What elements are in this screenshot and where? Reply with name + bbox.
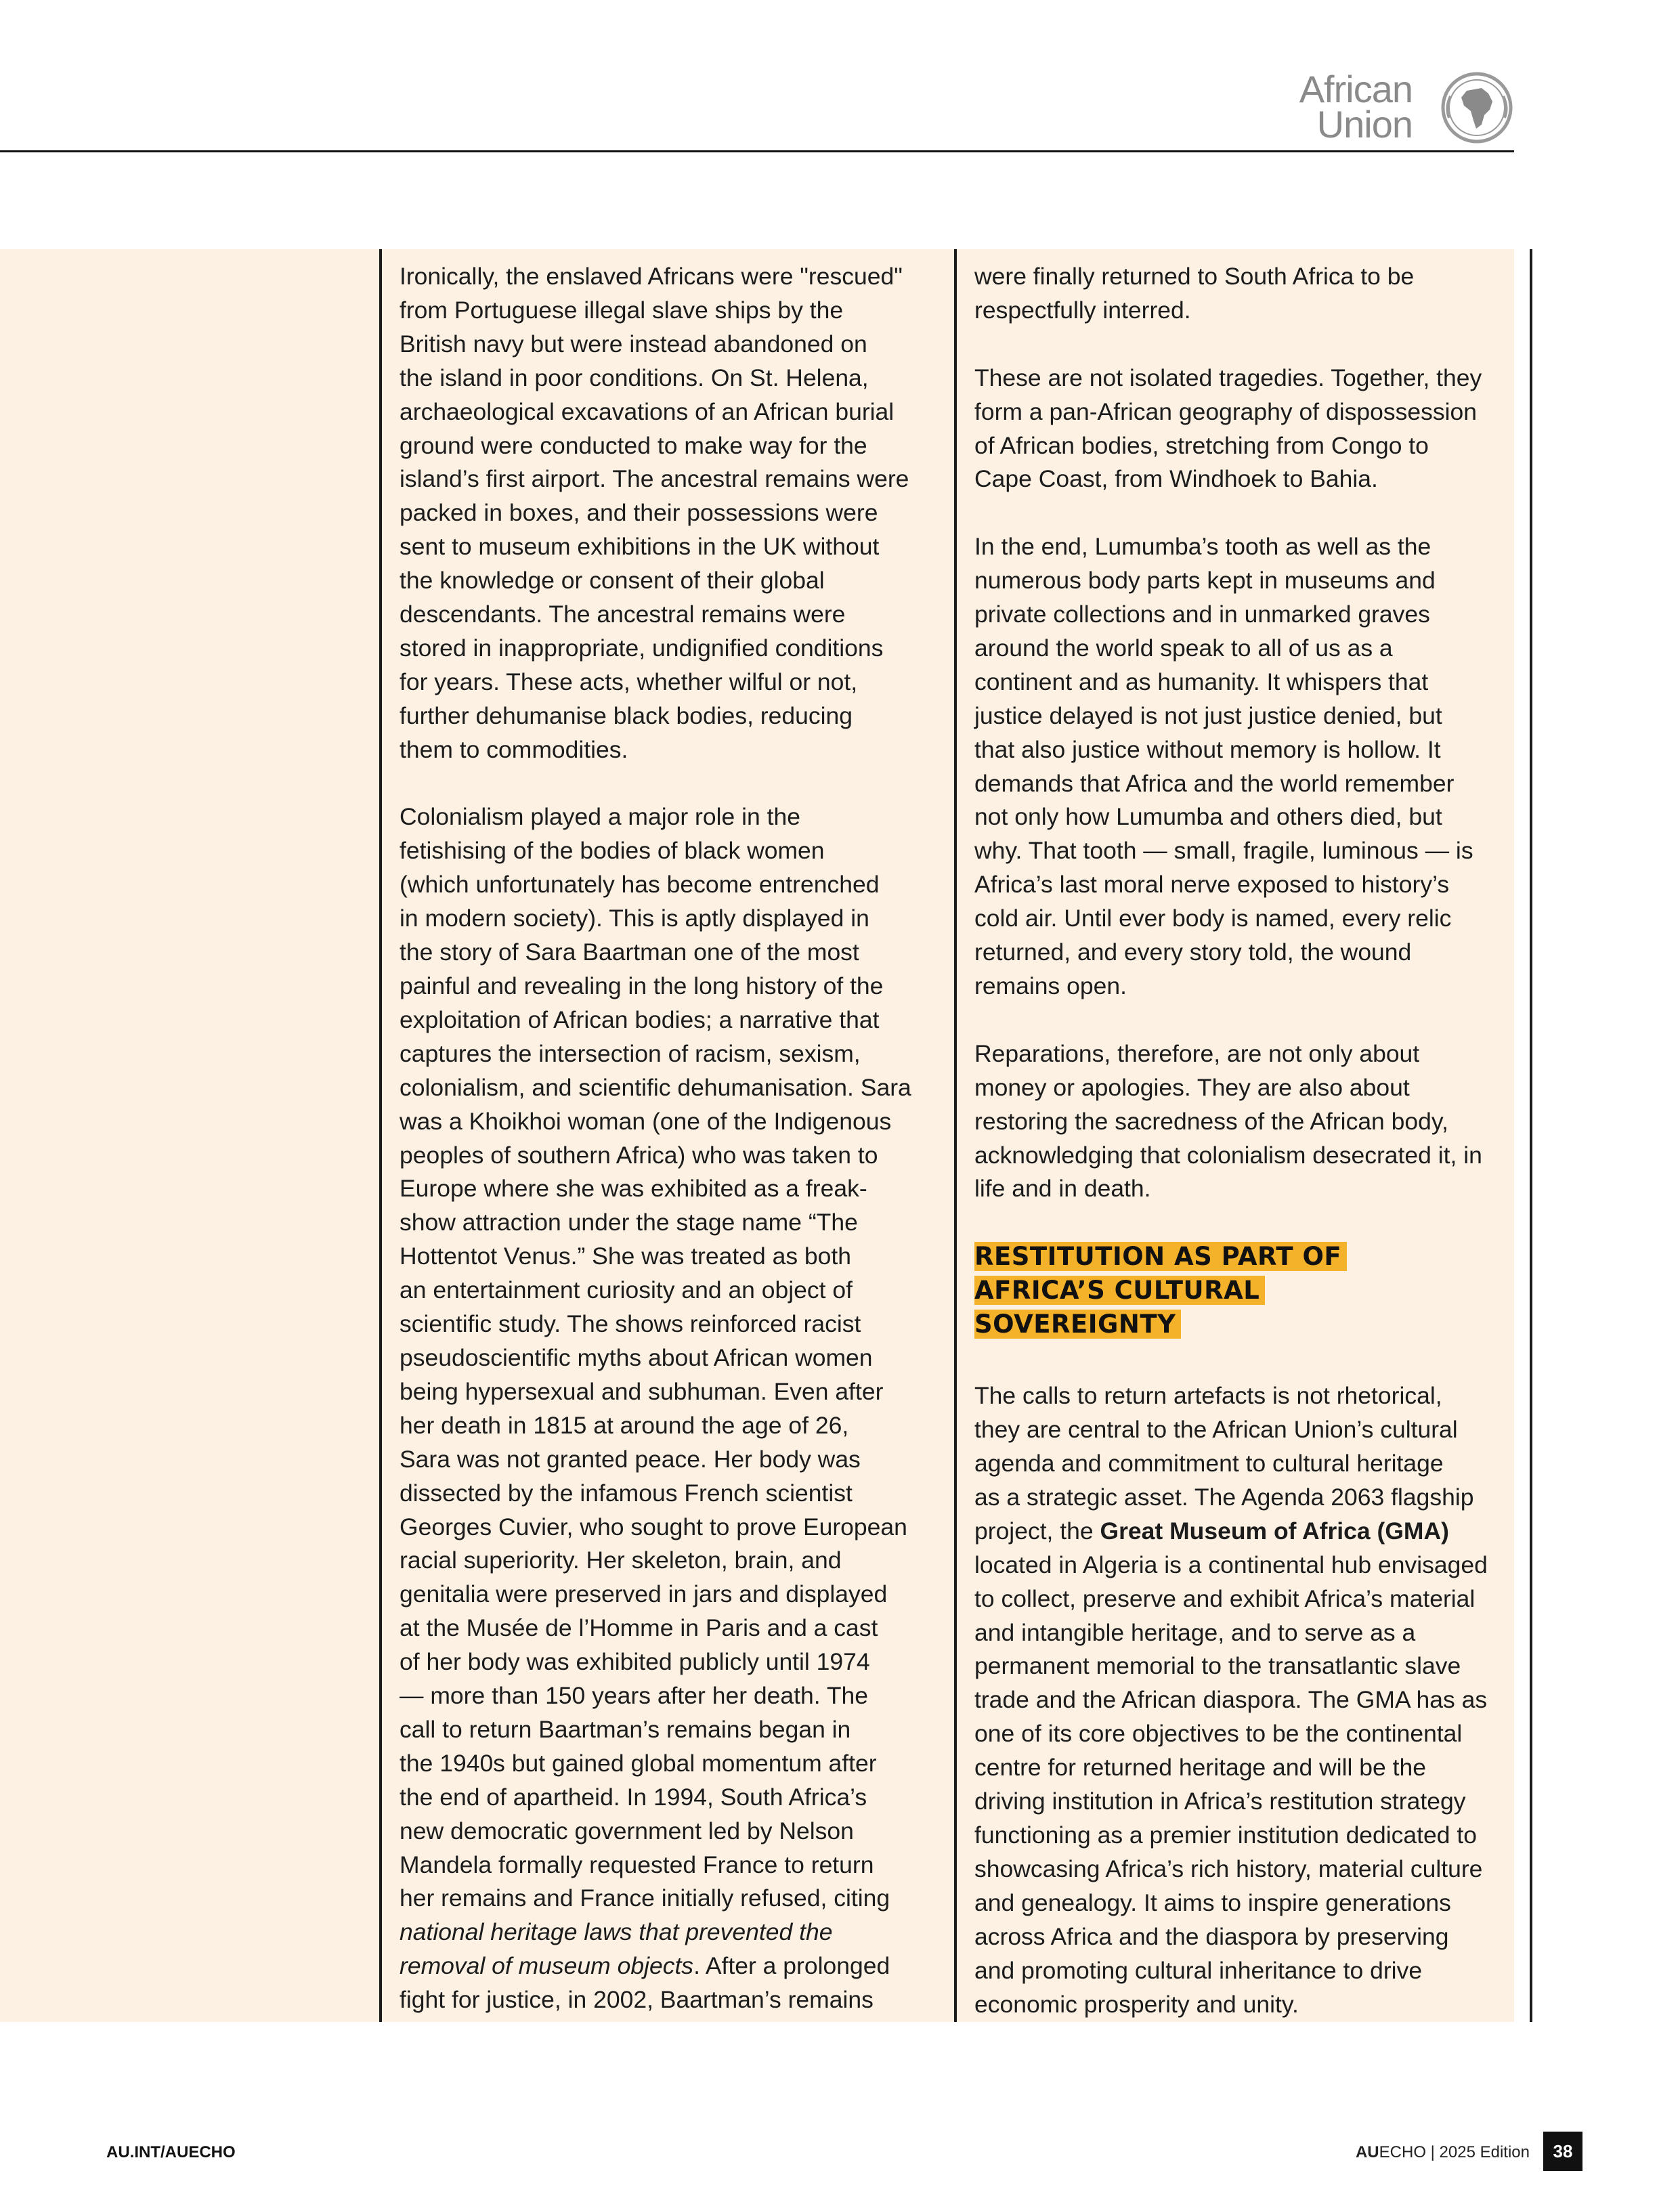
paragraph-reparations: Reparations, therefore, are not only about money or apologies. They are also about restoring the sacredness of the African body, acknowledging that colonialism desecrated it, in life and in death. [974,1039,1482,1203]
paragraph-sara-baartman [400,800,941,2017]
italic-phrase: national heritage laws that prevented the removal of museum objects [400,1918,833,1980]
paragraph-text: located in Algeria is a continental hub envisaged to collect, preserve and exhibit Africa’s material and intangible heritage, and to serve as a permanent memorial to the transatlantic slave trade and the African diaspora. The GMA has as one of its core objectives to be the continental centre for returned heritage and will be the driving institution in Africa’s restitution strategy functioning as a premier institution dedicated to showcasing Africa’s rich history, material culture and genealogy. It aims to inspire generations across Africa and the diaspora by preserving and promoting cultural inheritance to drive economic prosperity and unity. [974,1551,1488,2018]
footer-brand-bold: AU [1355,2143,1379,2161]
paragraph-returned: were finally returned to South Africa to be respectfully interred. [974,263,1415,324]
column-rule-left [379,249,382,2022]
paragraph-st-helena: Ironically, the enslaved Africans were "rescued" from Portuguese illegal slave ships by the British navy but were instead abandoned on the island in poor conditions. On St. Helena, archaeological excavations of an African burial ground were conducted to make way for the island’s first airport. The ancestral remains were packed in boxes, and their possessions were sent to museum exhibitions in the UK without the knowledge or consent of their global descendants. The ancestral remains were stored in inappropriate, undignified conditions for years. These acts, whether wilful or not, further dehumanise black bodies, reducing them to commodities. [400,263,909,763]
column-rule-right [1530,249,1532,2022]
logo-line-1: African [1299,68,1413,110]
page-number: 38 [1543,2132,1582,2171]
au-emblem-icon [1440,70,1514,145]
article-column-2 [974,260,1516,2021]
logo-line-2: Union [1316,103,1413,146]
section-heading-text: RESTITUTION AS PART OF AFRICA’S CULTURAL SOVEREIGNTY [974,1242,1347,1339]
paragraph-text: . After a prolonged fight for justice, in 2002, Baartman’s remains [400,1952,890,2014]
header-divider [0,150,1514,152]
article-column-1 [400,260,941,2017]
paragraph-text: Colonialism played a major role in the fetishising of the bodies of black women (which unfortunately has become entrenched in modern society). This is aptly displayed in the story of Sara Baartman one of the most painful and revealing in the long history of the exploitation of African bodies; a narrative that captures the intersection of racism, sexism, colonialism, and scientific dehumanisation. Sara was a Khoikhoi woman (one of the Indigenous peoples of southern Africa) who was taken to Europe where she was exhibited as a freak- show attraction under the stage name “The Hottentot Venus.” She was treated as both an entertainment curiosity and an object of scientific study. The shows reinforced racist pseudoscientific myths about African women being hypersexual and subhuman. Even after her death in 1815 at around the age of 26, Sara was not granted peace. Her body was dissected by the infamous French scientist Georges Cuvier, who sought to prove European racial superiority. Her skeleton, brain, and genitalia were preserved in jars and displayed at the Musée de l’Homme in Paris and a cast of her body was exhibited publicly until 1974 — more than 150 years after her death. The call to return Baartman’s remains began in the 1940s but gained global momentum after the end of apartheid. In 1994, South Africa’s new democratic government led by Nelson Mandela formally requested France to return her remains and France initially refused, citing [400,803,911,1912]
african-union-logo [1299,68,1514,149]
paragraph-lumumba-tooth: In the end, Lumumba’s tooth as well as the numerous body parts kept in museums and private collections and in unmarked graves around the world speak to all of us as a continent and as humanity. It whispers that justice delayed is not just justice denied, but that also justice without memory is hollow. It demands that Africa and the world remember not only how Lumumba and others died, but why. That tooth — small, fragile, luminous — is Africa’s last moral nerve exposed to history’s cold air. Until ever body is named, every relic returned, and every story told, the wound remains open. [974,533,1473,999]
footer-site-link[interactable]: AU.INT/AUECHO [106,2143,236,2161]
paragraph-great-museum [974,1379,1516,2021]
column-rule-middle [954,249,957,2022]
logo-wordmark [1277,68,1413,146]
bold-phrase: Great Museum of Africa (GMA) [1100,1517,1449,1545]
paragraph-text: The calls to return artefacts is not rhetorical, they are central to the African Union’s cultural agenda and commitment to cultural heritage as a strategic asset. The Agenda 2063 flagship project, the [974,1382,1474,1545]
paragraph-not-isolated: These are not isolated tragedies. Together, they form a pan-African geography of dispossession of African bodies, stretching from Congo to Cape Coast, from Windhoek to Bahia. [974,364,1482,493]
footer-edition [1356,2143,1530,2162]
section-heading [974,1240,1516,1341]
footer-brand-rest: ECHO | 2025 Edition [1379,2143,1530,2161]
